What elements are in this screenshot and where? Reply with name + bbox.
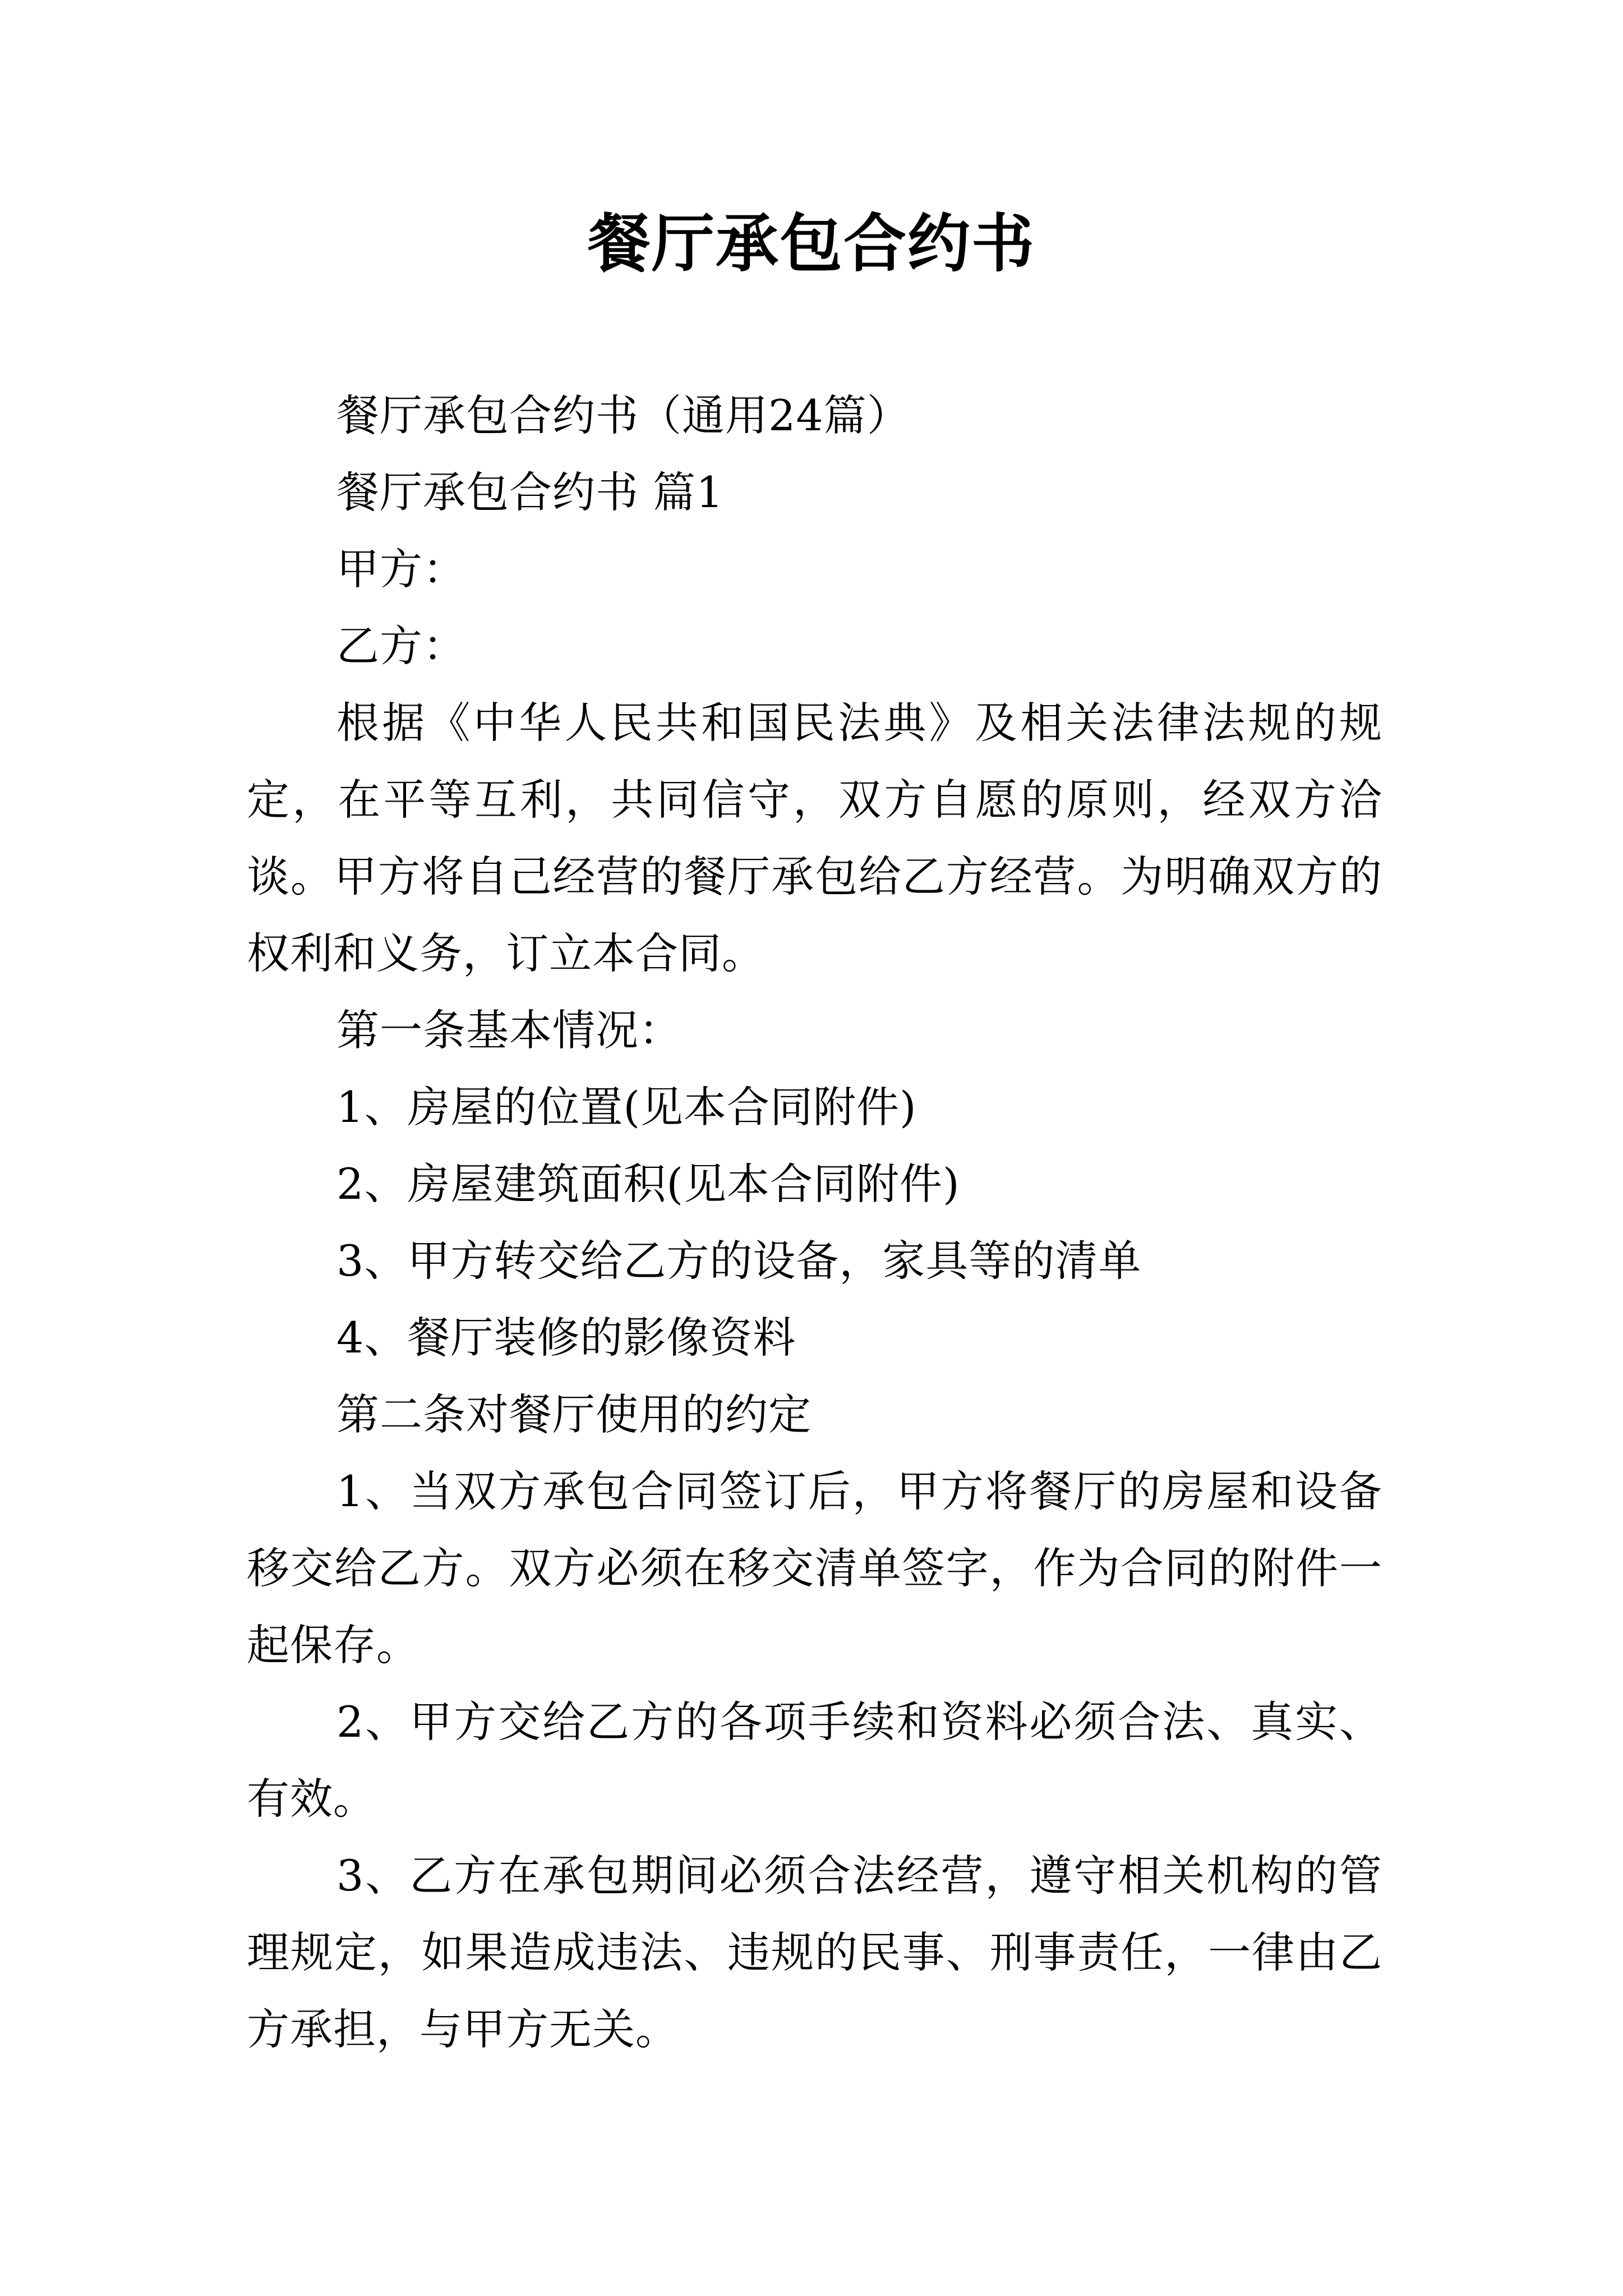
subtitle-paragraph: 餐厅承包合约书（通用24篇） (336, 390, 910, 440)
article-1-item: 2、房屋建筑面积(见本合同附件) (336, 1159, 960, 1209)
article-2-item: 1、当双方承包合同签订后，甲方将餐厅的房屋和设备移交给乙方。双方必须在移交清单签字，作为合同的附件一起保存。 (247, 1466, 1382, 1670)
article-1-item: 4、餐厅装修的影像资料 (336, 1313, 796, 1363)
article-1-item: 3、甲方转交给乙方的设备，家具等的清单 (336, 1236, 1142, 1286)
document-title: 餐厅承包合约书 (588, 207, 1035, 280)
article-1-item: 1、房屋的位置(见本合同附件) (336, 1082, 917, 1132)
party-a-line: 甲方： (336, 544, 466, 594)
article-2-item: 2、甲方交给乙方的各项手续和资料必须合法、真实、有效。 (247, 1697, 1382, 1824)
intro-paragraph: 根据《中华人民共和国民法典》及相关法律法规的规定，在平等互利，共同信守，双方自愿的原则，经双方洽谈。甲方将自己经营的餐厅承包给乙方经营。为明确双方的权利和义务，订立本合同。 (247, 698, 1382, 978)
article-2-item: 3、乙方在承包期间必须合法经营，遵守相关机构的管理规定，如果造成违法、违规的民事、刑事责任，一律由乙方承担，与甲方无关。 (247, 1851, 1382, 2054)
section-heading: 餐厅承包合约书 篇1 (336, 467, 724, 517)
article-1-heading: 第一条基本情况： (336, 1005, 682, 1055)
document-body (247, 377, 1382, 2068)
article-2-heading: 第二条对餐厅使用的约定 (336, 1389, 811, 1439)
party-b-line: 乙方： (336, 621, 466, 671)
